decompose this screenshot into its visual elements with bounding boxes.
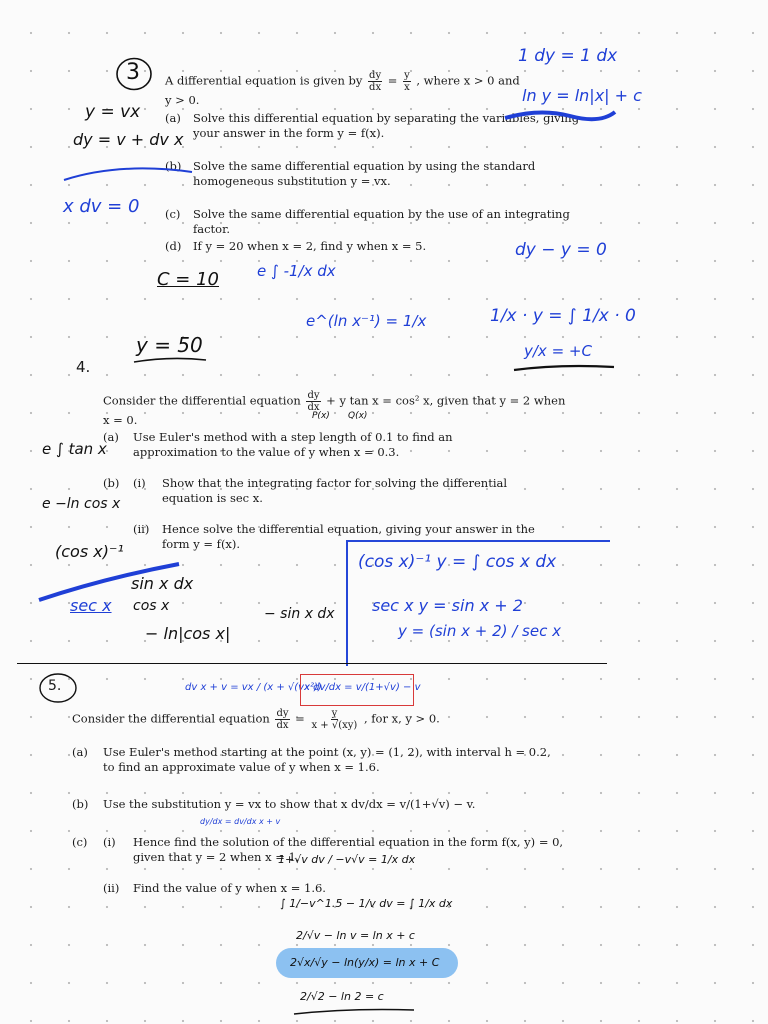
hw-q4-box-b: sec x y = sin x + 2: [372, 596, 523, 615]
hw-q5-s4: 2√x/√y − ln(y/x) = ln x + C: [290, 956, 440, 969]
hw-q5-box: x dv/dx = v/(1+√v) − v: [304, 682, 421, 693]
q4-part-b-ii-label: (ii): [133, 522, 150, 536]
q5-condition: , for x, y > 0.: [363, 711, 440, 726]
hw-q5-b: dy/dx = dv/dx x + v: [200, 817, 281, 826]
q5-intro: Consider the differential equation: [72, 711, 270, 726]
q5-number: 5.: [48, 678, 62, 694]
q3-part-b: Solve the same differential equation by using the standard homogeneous substitution y = vx.: [193, 159, 536, 188]
hw-q3-sep-a: 1 dy = 1 dx: [518, 46, 618, 66]
hw-q5-top-a: dv x + v = vx / (x + √(vx²)): [185, 682, 322, 693]
q5-part-a: Use Euler's method starting at the point (x, y) = (1, 2), with interval h = 0.2, to find an approximate value of y when x = 1.6.: [103, 745, 551, 774]
hw-q4-if-c: (cos x)⁻¹: [55, 542, 124, 561]
hw-q3-c: C = 10: [157, 269, 219, 290]
hw-q3-lin-c: y/x = +C: [524, 342, 592, 360]
hw-q3-strike: [60, 150, 200, 190]
q4-eq-tail: + y tan x = cos² x, given that y = 2 when x = 0.: [103, 393, 566, 427]
hw-q4-q: Q(x): [348, 411, 368, 421]
hw-q4-p: P(x): [312, 411, 330, 421]
hw-q4-box-c: y = (sin x + 2) / sec x: [398, 622, 561, 640]
q5-part-c-ii: Find the value of y when x = 1.6.: [133, 881, 326, 895]
q5-part-b: Use the substitution y = vx to show that x dv/dx = v/(1+√v) − v.: [103, 797, 476, 811]
q4-part-b-i-label: (i): [133, 476, 146, 490]
q3-part-d-label: (d): [165, 239, 182, 253]
q3-part-c-label: (c): [165, 207, 181, 221]
q3-part-b-label: (b): [165, 159, 182, 173]
hw-q4-box-a: (cos x)⁻¹ y = ∫ cos x dx: [358, 552, 557, 572]
q5-part-c-label: (c): [72, 835, 88, 849]
q3-intro: A differential equation is given by: [165, 73, 363, 88]
hw-q4-if-a: e ∫ tan x: [42, 440, 107, 458]
hw-q3-sub-c: x dv = 0: [63, 196, 140, 217]
q3-part-a: Solve this differential equation by separating the variables, giving your answer in the form y = f(x).: [193, 111, 580, 140]
q5-rhs: $\frac{y}{x + √(xy)}$: [311, 708, 358, 731]
hw-q5-s3: 2/√v − ln v = ln x + c: [296, 929, 415, 942]
q5-derivative: $\frac{dy}{dx}$: [276, 708, 289, 731]
hw-q3-if-b: e^(ln x⁻¹) = 1/x: [306, 312, 427, 330]
hw-q5-s5: 2/√2 − ln 2 = c: [300, 990, 384, 1003]
q4-part-a-label: (a): [103, 430, 119, 444]
q3-rhs: $\frac{y}{x}$: [404, 70, 410, 93]
q3-part-a-label: (a): [165, 111, 181, 125]
q5-stem: Consider the differential equation $\frac{dy}{dx}$ = $\frac{y}{x + √(xy)}$ , for x, y > 0.: [72, 708, 440, 731]
q4-number: 4.: [76, 358, 91, 376]
hw-q3-sub-b: dy = v + dv x: [73, 130, 184, 149]
q4-derivative: $\frac{dy}{dx}$: [307, 390, 320, 413]
hw-q4-int-b: cos x: [133, 598, 170, 614]
hw-q3-sub-a: y = vx: [85, 102, 141, 122]
section-divider: [17, 663, 607, 664]
hw-q3-lin-underline: [510, 362, 620, 376]
q3-number: 3: [126, 60, 140, 85]
hw-q5-underline: [290, 1006, 420, 1020]
hw-q3-scribble: [500, 104, 620, 124]
hw-q4-int-d: − sin x dx: [264, 606, 335, 622]
q3-part-c: Solve the same differential equation by the use of an integrating factor.: [193, 207, 570, 236]
q4-intro: Consider the differential equation: [103, 393, 301, 408]
hw-q4-if-b: e −ln cos x: [42, 496, 121, 512]
hw-q5-s1: 1+√v dv / −v√v = 1/x dx: [278, 853, 416, 866]
hw-q4-int-c: − ln|cos x|: [145, 624, 231, 643]
q5-part-a-label: (a): [72, 745, 88, 759]
hw-q3-lin-a: dy − y = 0: [515, 240, 607, 260]
hw-q3-y: y = 50: [136, 333, 203, 357]
hw-q5-s2: ∫ 1/−v^1.5 − 1/v dv = ∫ 1/x dx: [280, 897, 453, 910]
q5-part-b-label: (b): [72, 797, 89, 811]
q4-stem: [103, 390, 573, 428]
q3-condition: , where x > 0 and y > 0.: [165, 73, 520, 107]
q5-part-c-ii-label: (ii): [103, 881, 120, 895]
q5-part-c-i-label: (i): [103, 835, 116, 849]
q4-part-a: Use Euler's method with a step length of 0.1 to find an approximation to the value of y when x = 0.3.: [133, 430, 453, 459]
q4-part-b-ii: Hence solve the differential equation, giving your answer in the form y = f(x).: [162, 522, 535, 551]
q3-stem: A differential equation is given by $\frac{dy}{dx}$ = $\frac{y}{x}$ , where x > 0 and y > 0.: [165, 70, 520, 107]
hw-q4-int-a: sin x dx: [131, 574, 194, 593]
hw-q3-sep-b: ln y = ln|x| + c: [522, 86, 642, 105]
hw-q4-sec: sec x: [70, 596, 112, 615]
q3-part-d: If y = 20 when x = 2, find y when x = 5.: [193, 239, 427, 253]
q4-part-b-i: Show that the integrating factor for solving the differential equation is sec x.: [162, 476, 508, 505]
q3-derivative: $\frac{dy}{dx}$: [369, 70, 382, 93]
hw-q3-y-underline: [130, 354, 210, 368]
hw-q3-if-a: e ∫ -1/x dx: [257, 262, 336, 280]
q5-part-c-i: Hence find the solution of the differential equation in the form f(x, y) = 0, given that y = 2 when x = 1.: [133, 835, 564, 864]
hw-q3-lin-b: 1/x · y = ∫ 1/x · 0: [490, 306, 636, 326]
q4-part-b-label: (b): [103, 476, 120, 490]
